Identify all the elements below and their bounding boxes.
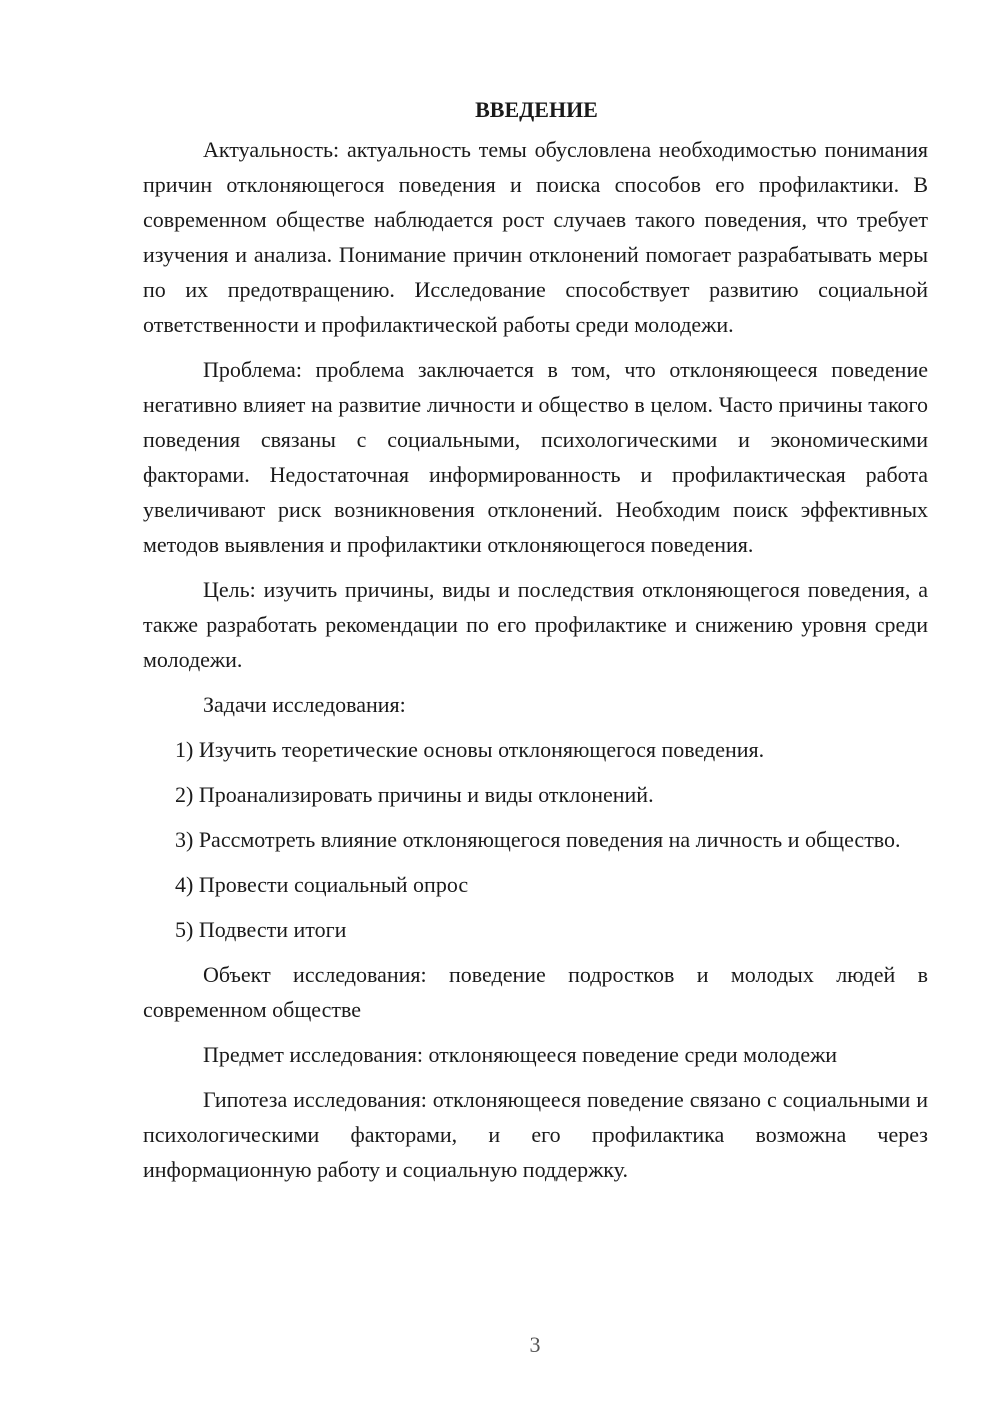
relevance-paragraph: Актуальность: актуальность темы обусловлена необходимостью понимания причин отклоняющегося поведения и поиска способов его профилактики. В современном обществе наблюдается рост случаев такого поведения, что требует изучения и анализа. Понимание причин отклонений помогает разрабатывать меры по их предотвращению. Исследование способствует развитию социальной ответственности и профилактической работы среди молодежи. [143,137,928,337]
task-item-1: 1) Изучить теоретические основы отклоняющегося поведения. [175,737,765,762]
problem-paragraph: Проблема: проблема заключается в том, что отклоняющееся поведение негативно влияет на развитие личности и общество в целом. Часто причины такого поведения связаны с социальными, психологическими и экономическими факторами. Недостаточная информированность и профилактическая работа увеличивают риск возникновения отклонений. Необходим поиск эффективных методов выявления и профилактики отклоняющегося поведения. [143,357,928,557]
goal-paragraph: Цель: изучить причины, виды и последствия отклоняющегося поведения, а также разработать рекомендации по его профилактике и снижению уровня среди молодежи. [143,577,928,672]
task-item-2: 2) Проанализировать причины и виды отклонений. [175,782,654,807]
subject-paragraph: Предмет исследования: отклоняющееся поведение среди молодежи [203,1042,838,1067]
tasks-heading: Задачи исследования: [203,692,406,717]
task-item-5: 5) Подвести итоги [175,917,347,942]
object-paragraph: Объект исследования: поведение подростков и молодых людей в современном обществе [143,962,928,1022]
page-number: 3 [529,1332,541,1357]
hypothesis-paragraph: Гипотеза исследования: отклоняющееся поведение связано с социальными и психологическими факторами, и его профилактика возможна через информационную работу и социальную поддержку. [143,1087,928,1182]
task-item-4: 4) Провести социальный опрос [175,872,469,897]
page-title: ВВЕДЕНИЕ [475,97,598,122]
task-item-3: 3) Рассмотреть влияние отклоняющегося поведения на личность и общество. [175,827,901,852]
page-content [143,92,928,1197]
